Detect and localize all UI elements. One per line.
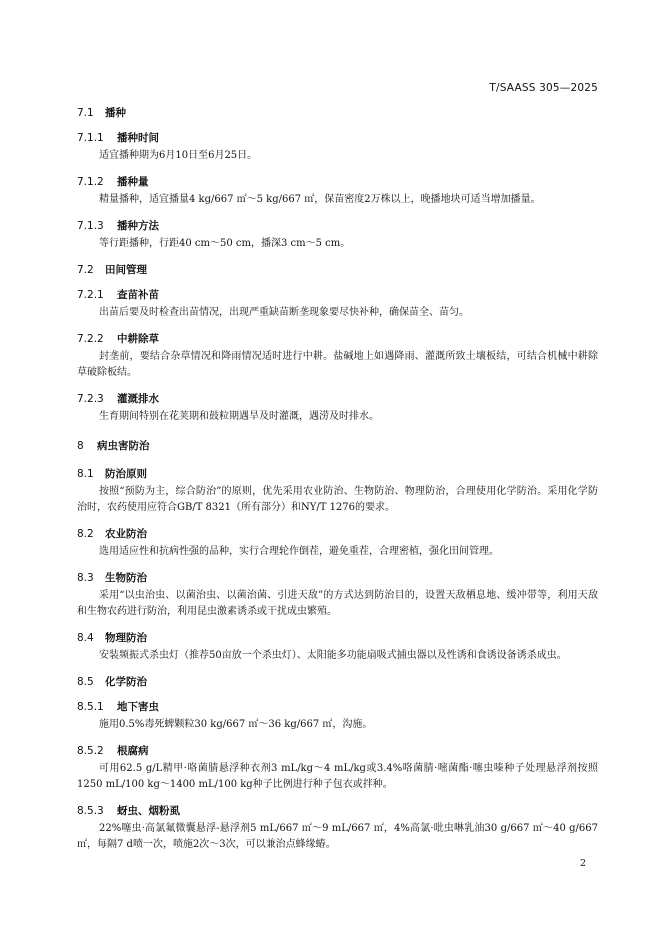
document-code: T/SAASS 305—2025: [489, 82, 598, 94]
section-title: 防治原则: [105, 468, 147, 480]
section-heading: [77, 804, 598, 818]
paragraph: 可用62.5 g/L精甲·咯菌腈悬浮种衣剂3 mL/kg～4 mL/kg或3.4%咯菌腈·嘧菌酯·噻虫嗪种子处理悬浮剂按照1250 mL/100 kg～1400 mL/100 kg种子比例进行种子包衣或拌种。: [77, 763, 598, 790]
section-title: 蚜虫、烟粉虱: [117, 805, 180, 817]
section-heading: [77, 175, 598, 189]
paragraph: 适宜播种期为6月10日至6月25日。: [99, 150, 258, 161]
paragraph: 出苗后要及时检查出苗情况，出现严重缺苗断垄现象要尽快补种，确保苗全、苗匀。: [99, 307, 469, 318]
section-number: 8.5.3: [77, 805, 104, 817]
section-number: 7.2.3: [77, 393, 104, 405]
section-heading: [77, 744, 598, 758]
section-number: 8: [77, 440, 84, 452]
page-number: 2: [580, 858, 587, 869]
section-number: 8.5.2: [77, 745, 104, 757]
paragraph: 采用“以虫治虫、以菌治虫、以菌治菌、引进天敌”的方式达到防治目的，设置天敌栖息地、缓冲带等，利用天敌和生物农药进行防治，利用昆虫激素诱杀或干扰成虫繁殖。: [77, 590, 598, 617]
section-number: 7.1.1: [77, 132, 104, 144]
section-heading: [77, 700, 598, 714]
section-title: 查苗补苗: [117, 289, 159, 301]
section-number: 7.2.2: [77, 333, 104, 345]
document-body: [77, 106, 598, 853]
section-heading: [77, 131, 598, 145]
section-heading: [77, 392, 598, 406]
section-number: 8.3: [77, 572, 94, 584]
section-title: 病虫害防治: [97, 440, 150, 452]
section-heading: [77, 288, 598, 302]
section-title: 地下害虫: [117, 701, 159, 713]
section-title: 田间管理: [105, 264, 147, 276]
paragraph: 22%噻虫·高氯氟微囊悬浮-悬浮剂5 mL/667 ㎡～9 mL/667 ㎡，4%高氯·吡虫啉乳油30 g/667 ㎡～40 g/667 ㎡，每隔7 d喷一次，喷施2次～3次，可以兼治点蜂缘蝽。: [77, 823, 598, 850]
section-title: 灌溉排水: [117, 393, 159, 405]
paragraph: 封垄前，要结合杂草情况和降雨情况适时进行中耕。盐碱地上如遇降雨、灌溉所致土壤板结，可结合机械中耕除草破除板结。: [77, 351, 598, 378]
section-heading: [77, 263, 598, 277]
paragraph: 生育期间特别在花荚期和鼓粒期遇旱及时灌溉，遇涝及时排水。: [99, 411, 379, 422]
section-title: 中耕除草: [117, 333, 159, 345]
section-heading: [77, 219, 598, 233]
paragraph: 选用适应性和抗病性强的品种，实行合理轮作倒茬，避免重茬，合理密植，强化田间管理。: [99, 546, 499, 557]
section-title: 物理防治: [105, 632, 147, 644]
section-number: 7.1.2: [77, 176, 104, 188]
section-heading: [77, 467, 598, 481]
section-heading: [77, 332, 598, 346]
section-heading: [77, 106, 598, 120]
paragraph: 精量播种，适宜播量4 kg/667 ㎡～5 kg/667 ㎡，保苗密度2万株以上，晚播地块可适当增加播量。: [99, 194, 541, 205]
paragraph: 按照“预防为主，综合防治”的原则，优先采用农业防治、生物防治、物理防治，合理使用化学防治。采用化学防治时，农药使用应符合GB/T 8321（所有部分）和NY/T 1276的要求。: [77, 486, 598, 513]
paragraph: 安装频振式杀虫灯（推荐50亩放一个杀虫灯）、太阳能多功能扇吸式捕虫器以及性诱和食诱设备诱杀成虫。: [99, 650, 567, 661]
section-number: 7.2: [77, 264, 94, 276]
section-title: 生物防治: [105, 572, 147, 584]
section-title: 播种量: [117, 176, 149, 188]
section-heading: [77, 631, 598, 645]
section-title: 化学防治: [105, 676, 147, 688]
section-heading: [77, 527, 598, 541]
paragraph: 施用0.5%毒死蜱颗粒30 kg/667 ㎡～36 kg/667 ㎡，沟施。: [99, 719, 373, 730]
section-number: 8.4: [77, 632, 94, 644]
section-number: 8.5.1: [77, 701, 104, 713]
section-title: 农业防治: [105, 528, 147, 540]
section-number: 8.2: [77, 528, 94, 540]
chapter-heading: [77, 439, 598, 453]
section-number: 7.1.3: [77, 220, 104, 232]
section-number: 8.1: [77, 468, 94, 480]
paragraph: 等行距播种，行距40 cm～50 cm，播深3 cm～5 cm。: [99, 238, 351, 249]
section-heading: [77, 571, 598, 585]
section-title: 播种: [105, 107, 126, 119]
section-title: 播种方法: [117, 220, 159, 232]
section-title: 根腐病: [117, 745, 149, 757]
section-title: 播种时间: [117, 132, 159, 144]
section-number: 7.2.1: [77, 289, 104, 301]
section-heading: [77, 675, 598, 689]
section-number: 8.5: [77, 676, 94, 688]
section-number: 7.1: [77, 107, 94, 119]
